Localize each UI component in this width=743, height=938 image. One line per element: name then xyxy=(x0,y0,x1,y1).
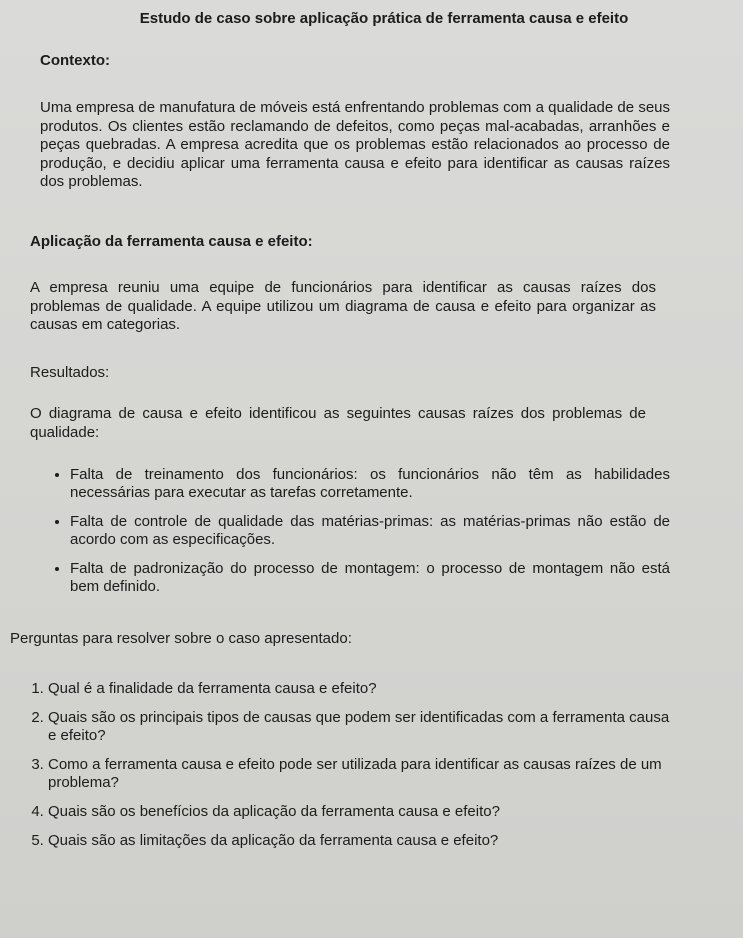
questions-heading: Perguntas para resolver sobre o caso apresentado: xyxy=(10,630,352,647)
context-text: Uma empresa de manufatura de móveis está enfrentando problemas com a qualidade de seus produtos. Os clientes estão reclamando de defeitos, como peças mal-acabadas, arranhões e peças quebradas. A empresa acredita que os problemas estão relacionados ao processo de produção, e decidiu aplicar uma ferramenta causa e efeito para identificar as causas raízes dos problemas. xyxy=(40,99,670,190)
list-item: • Falta de padronização do processo de montagem: o processo de montagem não está bem definido. xyxy=(70,560,670,596)
list-item: 4. Quais são os benefícios da aplicação da ferramenta causa e efeito? xyxy=(48,803,678,821)
results-heading: Resultados: xyxy=(30,364,110,381)
list-item: 5. Quais são as limitações da aplicação da ferramenta causa e efeito? xyxy=(48,832,678,850)
application-heading: Aplicação da ferramenta causa e efeito: xyxy=(30,233,313,250)
questions-list xyxy=(20,680,678,861)
list-item: 3. Como a ferramenta causa e efeito pode ser utilizada para identificar as causas raízes de um problema? xyxy=(48,756,678,792)
results-text: O diagrama de causa e efeito identificou as seguintes causas raízes dos problemas de qualidade: xyxy=(30,405,646,441)
context-heading: Contexto: xyxy=(40,52,110,69)
list-item: 2. Quais são os principais tipos de causas que podem ser identificadas com a ferramenta causa e efeito? xyxy=(48,709,678,745)
document-title: Estudo de caso sobre aplicação prática de ferramenta causa e efeito xyxy=(139,10,629,27)
results-list xyxy=(48,466,670,607)
list-item: 1. Qual é a finalidade da ferramenta causa e efeito? xyxy=(48,680,678,698)
list-item: • Falta de controle de qualidade das matérias-primas: as matérias-primas não estão de acordo com as especificações. xyxy=(70,513,670,549)
list-item: • Falta de treinamento dos funcionários: os funcionários não têm as habilidades necessárias para executar as tarefas corretamente. xyxy=(70,466,670,502)
application-text: A empresa reuniu uma equipe de funcionários para identificar as causas raízes dos problemas de qualidade. A equipe utilizou um diagrama de causa e efeito para organizar as causas em categorias. xyxy=(30,279,656,333)
